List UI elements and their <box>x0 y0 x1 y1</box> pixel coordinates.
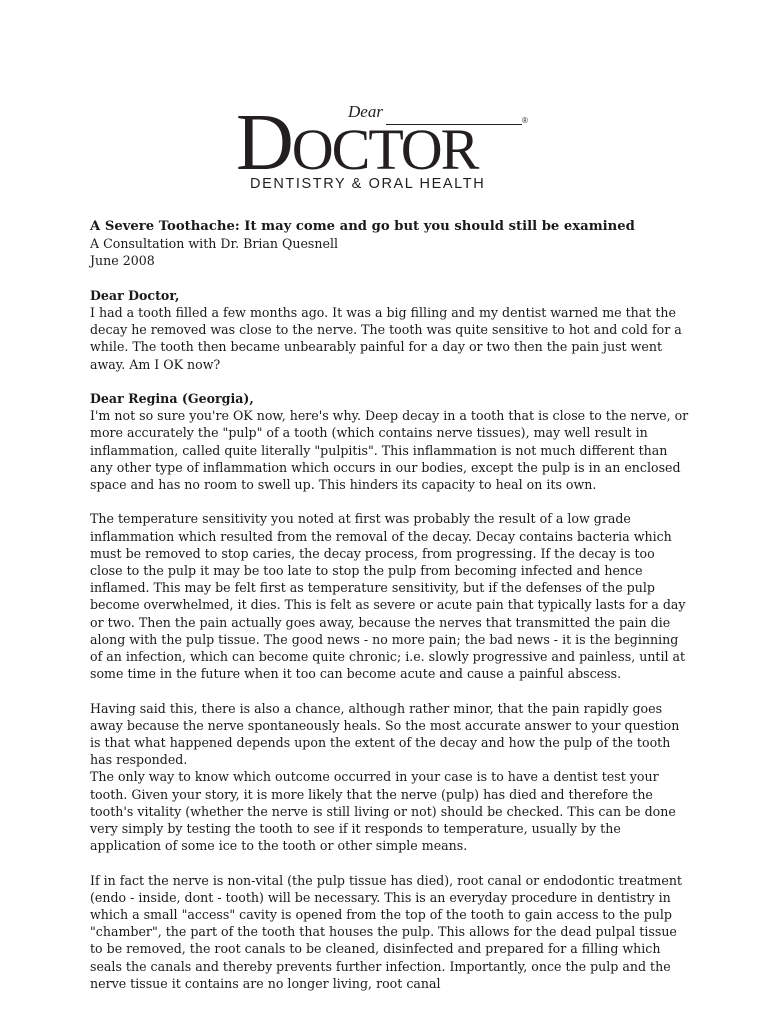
answer-paragraph: Having said this, there is also a chance, although rather minor, that the pain rapidly goes away because the nerve spontaneously heals. So the most accurate answer to your question is that what happened depends upon the extent of the decay and how the pulp of the tooth has responded. <box>90 700 680 768</box>
logo-doctor-initial: D <box>236 99 292 187</box>
article-title: A Severe Toothache: It may come and go but you should still be examined <box>90 219 635 234</box>
answer-salutation: Dear Regina (Georgia), <box>90 391 254 406</box>
answer-paragraph: The only way to know which outcome occurred in your case is to have a dentist test your tooth. Given your story, it is more likely that the nerve (pulp) has died and therefore the tooth's vitality (whether the nerve is still living or not) should be checked. This can be done very simply by testing the tooth to see if it responds to temperature, usually by the application of some ice to the tooth or other simple means. <box>90 769 676 854</box>
question-text: I had a tooth filled a few months ago. It was a big filling and my dentist warned me that the decay he removed was close to the nerve. The tooth was quite sensitive to hot and cold for a while. The tooth then became unbearably painful for a day or two then the pain just went away. Am I OK now? <box>90 305 682 372</box>
logo-tagline: DENTISTRY & ORAL HEALTH <box>250 176 486 192</box>
article-byline: A Consultation with Dr. Brian Quesnell <box>90 236 339 252</box>
answer-paragraph: If in fact the nerve is non-vital (the pulp tissue has died), root canal or endodontic treatment (endo - inside, dont - tooth) will be necessary. This is an everyday procedure in dentistry in which a small "access" cavity is opened from the top of the tooth to gain access to the pulp "chamber", the part of the tooth that houses the pulp. This allows for the dead pulpal tissue to be removed, the root canals to be cleaned, disinfected and prepared for a filling which seals the canals and thereby prevents further infection. Importantly, once the pulp and the nerve tissue it contains are no longer living, root canal <box>90 872 682 991</box>
logo-doctor-wordmark <box>236 99 478 187</box>
logo-dear-text: Dear <box>348 102 383 121</box>
logo-doctor-rest: OCTOR <box>291 117 478 182</box>
logo-registered-mark: ® <box>522 116 528 125</box>
answer-paragraph: I'm not so sure you're OK now, here's why. Deep decay in a tooth that is close to the nerve, or more accurately the "pulp" of a tooth (which contains nerve tissues), may well result in inflammation, called quite literally "pulpitis". This inflammation is not much different than any other type of inflammation which occurs in our bodies, except the pulp is in an enclosed space and has no room to swell up. This hinders its capacity to heal on its own. <box>90 408 689 493</box>
article-body <box>90 218 690 992</box>
dear-doctor-logo <box>236 99 536 194</box>
answer-paragraph: The temperature sensitivity you noted at first was probably the result of a low grade inflammation which resulted from the removal of the decay. Decay contains bacteria which must be removed to stop caries, the decay process, from progressing. If the decay is too close to the pulp it may be too late to stop the pulp from becoming infected and hence inflamed. This may be felt first as temperature sensitivity, but if the defenses of the pulp become overwhelmed, it dies. This is felt as severe or acute pain that typically lasts for a day or two. Then the pain actually goes away, because the nerves that transmitted the pain die along with the pulp tissue. The good news - no more pain; the bad news - it is the beginning of an infection, which can become quite chronic; i.e. slowly progressive and painless, until at some time in the future when it too can become acute and cause a painful abscess. <box>90 511 686 682</box>
article-date: June 2008 <box>90 253 155 269</box>
question-salutation: Dear Doctor, <box>90 287 180 303</box>
